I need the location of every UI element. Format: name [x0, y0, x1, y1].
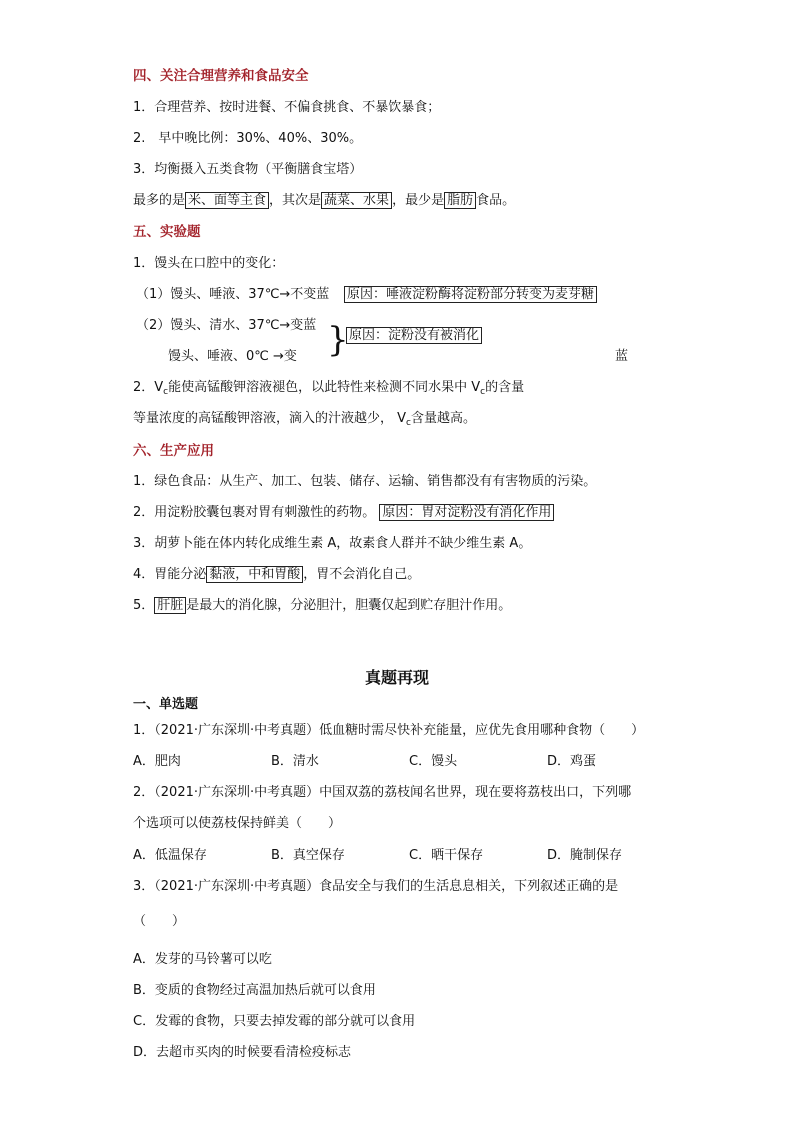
- text-span: ，最少是: [392, 193, 445, 208]
- text-span: ，胃不会消化自己。: [303, 567, 421, 582]
- text-span: 的含量: [485, 380, 525, 395]
- exam-section-heading: 一、单选题: [133, 697, 199, 712]
- question-1: 1．（2021·广东深圳·中考真题）低血糖时需尽快补充能量，应优先食用哪种食物（ ）: [133, 723, 645, 738]
- q3-option-c: C．发霉的食物，只要去掉发霉的部分就可以食用: [133, 1014, 416, 1029]
- text-span: 最多的是: [133, 193, 186, 208]
- experiment-line: （1）馒头、唾液、37℃→不变蓝: [136, 287, 330, 302]
- subscript: c: [406, 418, 411, 428]
- q2-option-b: B．真空保存: [271, 848, 345, 863]
- boxed-keyword: 蔬菜、水果: [321, 192, 392, 209]
- text-span: 4．胃能分泌: [133, 567, 207, 582]
- q2-option-d: D．腌制保存: [547, 848, 623, 863]
- reason-box: 原因：唾液淀粉酶将淀粉部分转变为麦芽糖: [344, 286, 597, 303]
- subscript: c: [163, 387, 169, 397]
- reason-box-wrap: [344, 286, 597, 304]
- subscript: c: [480, 387, 486, 397]
- question-3-line-2: （ ）: [133, 914, 186, 929]
- section-heading-experiment: 五、实验题: [133, 224, 201, 240]
- text-span: ，其次是: [269, 193, 322, 208]
- text-span: 食品。: [476, 193, 516, 208]
- question-2-line-2: 个选项可以使荔枝保持鲜美（ ）: [133, 816, 342, 831]
- section-heading-application: 六、生产应用: [133, 443, 214, 459]
- text-span: 5．: [133, 598, 155, 613]
- text-span: 能使高锰酸钾溶液褪色，以此特性来检测不同水果中 V: [168, 380, 481, 395]
- experiment-line: （2）馒头、清水、37℃→变蓝: [136, 318, 317, 333]
- text-line: 1．合理营养、按时进餐、不偏食挑食、不暴饮暴食；: [133, 100, 441, 115]
- text-span: 2．V: [133, 380, 164, 395]
- boxed-keyword: 肝脏: [154, 597, 186, 614]
- text-line: [133, 410, 476, 432]
- text-line: [133, 379, 524, 401]
- text-line: 3．胡萝卜能在体内转化成维生素 A，故素食人群并不缺少维生素 A。: [133, 536, 532, 551]
- exam-title: 真题再现: [364, 668, 429, 687]
- text-line: [133, 504, 554, 522]
- text-line: 1．馒头在口腔中的变化：: [133, 256, 285, 271]
- boxed-keyword: 脂肪: [444, 192, 476, 209]
- text-line: 1．绿色食品：从生产、加工、包装、储存、运输、销售都没有有害物质的污染。: [133, 474, 597, 489]
- question-2-line-1: 2．（2021·广东深圳·中考真题）中国双荔的荔枝闻名世界，现在要将荔枝出口，下列哪: [133, 785, 632, 800]
- q1-option-c: C．馒头: [409, 754, 458, 769]
- boxed-keyword: 黏液，中和胃酸: [206, 566, 303, 583]
- section-heading-nutrition: 四、关注合理营养和食品安全: [133, 68, 309, 84]
- text-line: [133, 192, 515, 210]
- text-line: [133, 566, 420, 584]
- q1-option-b: B．清水: [271, 754, 319, 769]
- text-span: 2．用淀粉胶囊包裹对胃有刺激性的药物。: [133, 505, 376, 520]
- q2-option-a: A．低温保存: [133, 848, 207, 863]
- reason-box-wrap: [346, 327, 482, 345]
- reason-box: 原因：淀粉没有被消化: [346, 327, 482, 344]
- question-3-line-1: 3．（2021·广东深圳·中考真题）食品安全与我们的生活息息相关，下列叙述正确的是: [133, 879, 619, 894]
- reason-box: 原因：胃对淀粉没有消化作用: [379, 504, 554, 521]
- text-span: 是最大的消化腺，分泌胆汁，胆囊仅起到贮存胆汁作用。: [186, 598, 512, 613]
- experiment-line-tail: 蓝: [615, 349, 629, 364]
- brace-icon: }: [327, 320, 349, 360]
- text-line: 2. 早中晚比例：30%、40%、30%。: [133, 131, 363, 146]
- q3-option-a: A．发芽的马铃薯可以吃: [133, 952, 272, 967]
- q2-option-c: C．晒干保存: [409, 848, 484, 863]
- q3-option-b: B．变质的食物经过高温加热后就可以食用: [133, 983, 376, 998]
- text-span: 含量越高。: [410, 411, 476, 426]
- q3-option-d: D．去超市买肉的时候要看清检疫标志: [133, 1045, 352, 1060]
- text-line: [133, 597, 511, 615]
- boxed-keyword: 米、面等主食: [185, 192, 269, 209]
- q1-option-d: D．鸡蛋: [547, 754, 597, 769]
- q1-option-a: A．肥肉: [133, 754, 181, 769]
- text-line: 3．均衡摄入五类食物（平衡膳食宝塔）: [133, 162, 363, 177]
- text-span: 等量浓度的高锰酸钾溶液，滴入的汁液越少， V: [133, 411, 407, 426]
- experiment-line: 馒头、唾液、0℃ →变: [168, 349, 297, 364]
